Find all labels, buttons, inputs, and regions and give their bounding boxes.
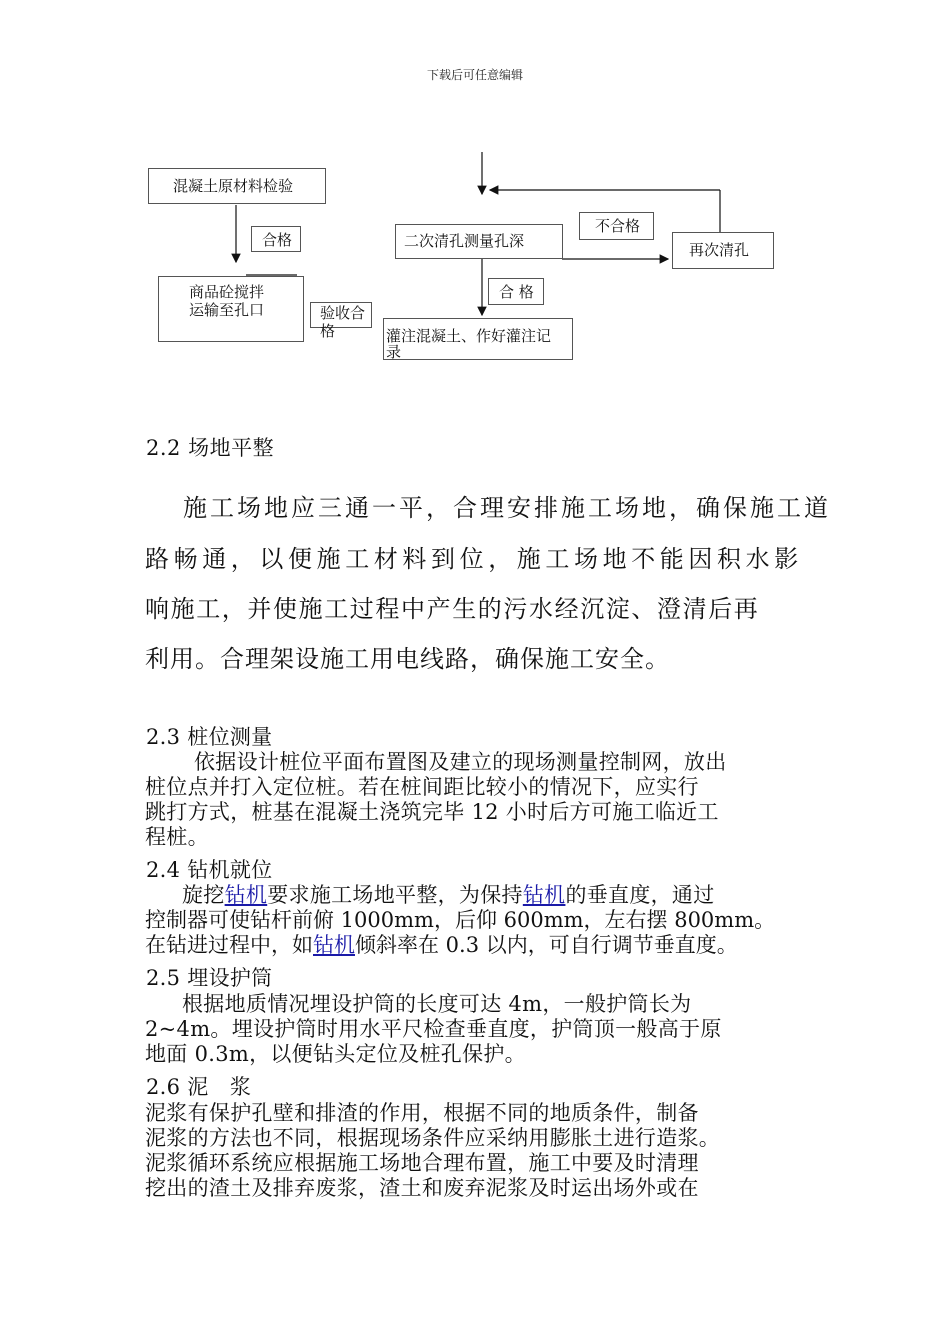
section-2-3-line-4: 程桩。 — [145, 825, 209, 849]
second-clean-box — [395, 224, 563, 259]
section-2-2-line-1: 施工场地应三通一平，合理安排施工场地，确保施工道 — [183, 494, 831, 522]
section-2-4-line-1: 旋挖钻机要求施工场地平整，为保持钻机的垂直度，通过 — [182, 883, 715, 907]
concrete-transport-box — [158, 276, 304, 342]
section-2-4-line-3: 在钻进过程中，如钻机倾斜率在 0.3 以内，可自行调节垂直度。 — [145, 933, 738, 957]
drill-rig-link[interactable]: 钻机 — [224, 883, 268, 907]
section-2-6-heading: 2.6 泥 浆 — [146, 1075, 252, 1099]
pour-concrete-box — [383, 318, 573, 360]
section-2-3-line-3: 跳打方式，桩基在混凝土浇筑完毕 12 小时后方可施工临近工 — [145, 800, 719, 824]
section-2-2-line-4: 利用。合理架设施工用电线路，确保施工安全。 — [145, 645, 670, 673]
section-2-2-line-2: 路畅通，以便施工材料到位，施工场地不能因积水影 — [145, 545, 803, 573]
section-2-5-heading: 2.5 埋设护筒 — [146, 966, 273, 990]
section-2-4-heading: 2.4 钻机就位 — [146, 858, 273, 882]
section-2-2-heading: 2.2 场地平整 — [146, 436, 275, 460]
section-2-2-line-3: 响施工，并使施工过程中产生的污水经沉淀、澄清后再 — [145, 595, 760, 623]
pour-line2: 录 — [386, 343, 402, 361]
section-2-6-line-3: 泥浆循环系统应根据施工场地合理布置，施工中要及时清理 — [145, 1151, 699, 1175]
acceptance-label: 验收合格 — [310, 302, 372, 328]
second-clean-label: 二次清孔测量孔深 — [404, 232, 525, 250]
section-2-6-line-4: 挖出的渣土及排弃废浆，渣土和废弃泥浆及时运出场外或在 — [145, 1176, 699, 1200]
concrete-line2: 运输至孔口 — [189, 301, 265, 319]
concrete-line1: 商品砼搅拌 — [189, 283, 265, 301]
section-2-6-line-1: 泥浆有保护孔壁和排渣的作用，根据不同的地质条件，制备 — [145, 1101, 699, 1125]
reclean-box — [672, 232, 774, 269]
section-2-5-line-1: 根据地质情况埋设护筒的长度可达 4m，一般护筒长为 — [182, 992, 692, 1016]
material-check-box — [148, 168, 326, 204]
page-header: 下载后可任意编辑 — [426, 68, 523, 82]
section-2-5-line-3: 地面 0.3m，以便钻头定位及桩孔保护。 — [145, 1042, 526, 1066]
pass-left-label: 合格 — [251, 226, 301, 252]
section-2-3-line-2: 桩位点并打入定位桩。若在桩间距比较小的情况下，应实行 — [145, 775, 699, 799]
section-2-4-line-2: 控制器可使钻杆前俯 1000mm，后仰 600mm，左右摆 800mm。 — [145, 908, 776, 932]
drill-rig-link[interactable]: 钻机 — [522, 883, 566, 907]
drill-rig-link[interactable]: 钻机 — [313, 933, 355, 957]
section-2-3-heading: 2.3 桩位测量 — [146, 725, 273, 749]
fail-label: 不合格 — [579, 212, 654, 240]
section-2-3-line-1: 依据设计桩位平面布置图及建立的现场测量控制网，放出 — [194, 750, 727, 774]
section-2-6-line-2: 泥浆的方法也不同，根据现场条件应采纳用膨胀土进行造浆。 — [145, 1126, 721, 1150]
pour-line1: 灌注混凝土、作好灌注记 — [386, 327, 552, 345]
pass-center-label: 合 格 — [488, 278, 544, 305]
section-2-5-line-2: 2~4m。埋设护筒时用水平尺检查垂直度，护筒顶一般高于原 — [145, 1017, 722, 1041]
material-check-label: 混凝土原材料检验 — [173, 177, 294, 195]
reclean-label: 再次清孔 — [689, 241, 750, 259]
